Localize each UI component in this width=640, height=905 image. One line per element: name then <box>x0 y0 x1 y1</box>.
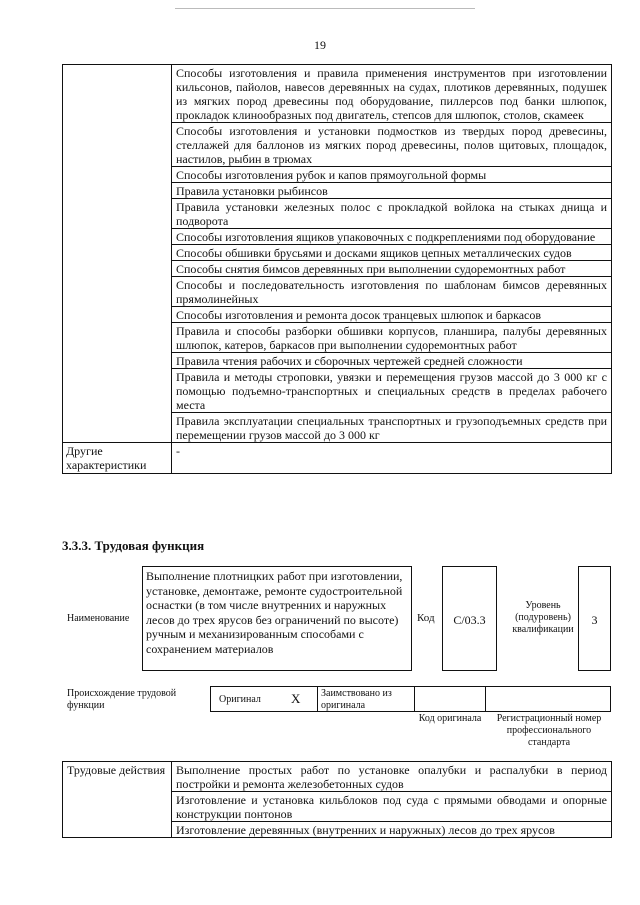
function-code-box: С/03.3 <box>442 566 497 671</box>
requirement-item: Способы изготовления и ремонта досок транцевых шлюпок и баркасов <box>172 307 612 323</box>
labour-action-item: Выполнение простых работ по установке опалубки и распалубки в период постройки и ремонта железобетонных судов <box>172 762 612 792</box>
original-code-cell <box>414 686 486 712</box>
reg-number-cell <box>485 686 611 712</box>
requirement-item: Правила и способы разборки обшивки корпусов, планшира, палубы деревянных шлюпок, катеров, баркасов при выполнении судоремонтных работ <box>172 323 612 353</box>
requirement-item: Правила чтения рабочих и сборочных чертежей средней сложности <box>172 353 612 369</box>
labour-actions-label: Трудовые действия <box>63 762 172 838</box>
requirement-item: Способы обшивки брусьями и досками ящиков цепных металлических судов <box>172 245 612 261</box>
section-title: 3.3.3. Трудовая функция <box>62 538 205 553</box>
page-number: 19 <box>314 38 326 52</box>
requirement-item: Способы изготовления ящиков упаковочных с подкреплениями под оборудование <box>172 229 612 245</box>
requirement-item: Способы снятия бимсов деревянных при выполнении судоремонтных работ <box>172 261 612 277</box>
code-label: Код <box>417 612 435 624</box>
original-code-caption: Код оригинала <box>418 713 482 724</box>
requirement-item: Правила эксплуатации специальных транспортных и грузоподъемных средств при перемещении грузов массой до 3 000 кг <box>172 413 612 443</box>
requirement-item: Правила установки железных полос с прокладкой войлока на стыках днища и подворота <box>172 199 612 229</box>
label-cell-empty <box>63 65 172 443</box>
requirement-item: Правила и методы строповки, увязки и перемещения грузов массой до 3 000 кг с помощью подъемно-транспортных и специальных средств в пределах рабочего места <box>172 369 612 413</box>
origin-label: Происхождение трудовой функции <box>67 688 177 711</box>
function-name-box: Выполнение плотницких работ при изготовлении, установке, демонтаже, ремонте судостроительной оснастки (в том числе внутренних и наружных лесов до трех ярусов без ограничений по высоте) ручным и механизированным способами с сохранением материалов <box>142 566 412 671</box>
requirement-item: Способы и последовательность изготовления по шаблонам бимсов деревянных прямолинейных <box>172 277 612 307</box>
knowledge-requirements-table <box>62 64 612 474</box>
requirement-item: Способы изготовления и установки подмостков из твердых пород древесины, стеллажей для баллонов из мягких пород древесины, полов щитовых, площадок, настилов, рыбин в трюмах <box>172 123 612 167</box>
qualification-level-box: 3 <box>578 566 611 671</box>
scan-artifact-line <box>175 8 475 9</box>
requirement-item: Способы изготовления и правила применения инструментов при изготовлении кильсонов, пайолов, навесов деревянных на судах, плотиков деревянных, подушек из мягких пород древесины под оборудование, пиллерсов под банки шлюпок, прокладок клинообразных под двигатель, степсов для шлюпок, столов, скамеек <box>172 65 612 123</box>
requirement-item: Способы изготовления рубок и капов прямоугольной формы <box>172 167 612 183</box>
original-cell <box>210 686 318 712</box>
other-characteristics-label: Другие характеристики <box>63 443 172 474</box>
labour-action-item: Изготовление и установка кильблоков под суда с прямыми обводами и опорные конструкции понтонов <box>172 792 612 822</box>
original-label: Оригинал <box>219 694 261 705</box>
original-mark: Х <box>291 691 301 706</box>
other-characteristics-value: - <box>172 443 612 474</box>
requirement-item: Правила установки рыбинсов <box>172 183 612 199</box>
reg-number-caption: Регистрационный номер профессионального стандарта <box>496 713 602 748</box>
level-label: Уровень (подуровень) квалификации <box>512 600 574 635</box>
labour-action-item: Изготовление деревянных (внутренних и наружных) лесов до трех ярусов <box>172 822 612 838</box>
borrowed-cell: Заимствовано из оригинала <box>317 686 415 712</box>
name-label: Наименование <box>67 613 130 624</box>
labour-actions-table <box>62 761 612 838</box>
